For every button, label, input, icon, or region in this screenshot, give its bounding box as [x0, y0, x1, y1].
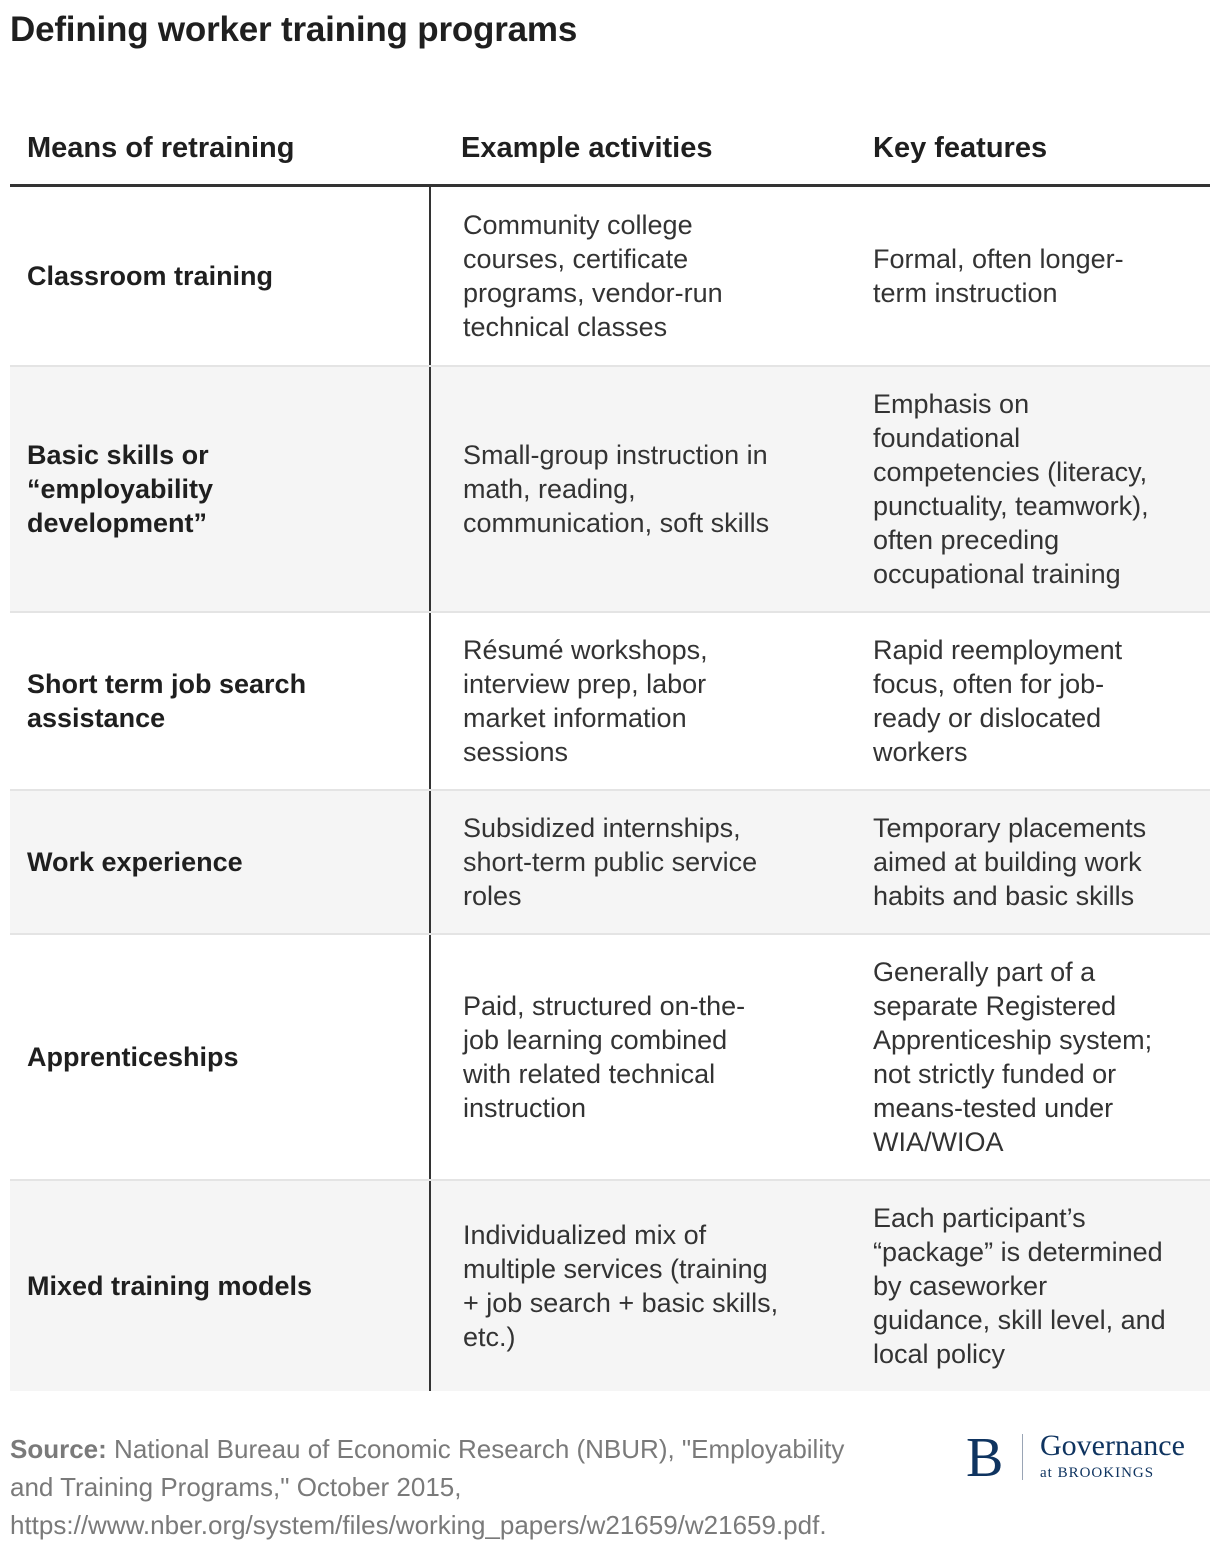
source-note	[10, 1430, 940, 1544]
cell-examples: Individualized mix of multiple services (training + job search + basic skills, etc.)	[463, 1220, 779, 1352]
table-row	[10, 1181, 1210, 1391]
cell-features: Emphasis on foundational competencies (literacy, punctuality, teamwork), often preceding occupational training	[873, 389, 1149, 589]
cell-means: Basic skills or “employability development”	[27, 440, 214, 538]
column-divider	[429, 187, 431, 365]
table-row	[10, 935, 1210, 1181]
logo-separator	[1022, 1434, 1023, 1480]
logo-subtitle: at BROOKINGS	[1040, 1465, 1155, 1481]
cell-features: Formal, often longer- term instruction	[873, 244, 1124, 308]
table-row	[10, 791, 1210, 935]
training-table	[10, 110, 1210, 1391]
cell-means: Classroom training	[27, 261, 274, 291]
table-header	[10, 110, 1210, 187]
table-row	[10, 367, 1210, 613]
cell-means: Apprenticeships	[27, 1042, 239, 1072]
column-divider	[429, 367, 431, 611]
cell-examples: Small-group instruction in math, reading, communication, soft skills	[463, 440, 770, 538]
cell-examples: Résumé workshops, interview prep, labor market information sessions	[463, 635, 708, 767]
cell-examples: Community college courses, certificate programs, vendor-run technical classes	[463, 210, 723, 342]
column-divider	[429, 935, 431, 1179]
cell-features: Generally part of a separate Registered Apprenticeship system; not strictly funded or means-tested under WIA/WIOA	[873, 957, 1153, 1157]
logo-name: Governance	[1040, 1429, 1185, 1462]
cell-examples: Paid, structured on-the- job learning combined with related technical instruction	[463, 991, 746, 1123]
cell-means: Mixed training models	[27, 1271, 313, 1301]
cell-means: Work experience	[27, 847, 243, 877]
cell-means: Short term job search assistance	[27, 669, 307, 733]
column-divider	[429, 613, 431, 789]
table-row	[10, 187, 1210, 367]
header-features: Key features	[873, 132, 1048, 164]
table-row	[10, 613, 1210, 791]
cell-features: Each participant’s “package” is determined by caseworker guidance, skill level, and local policy	[873, 1203, 1166, 1369]
column-divider	[429, 791, 431, 933]
header-examples: Example activities	[461, 132, 713, 164]
logo-mark: B	[966, 1427, 1004, 1489]
source-text: National Bureau of Economic Research (NBUR), "Employability and Training Programs," October 2015, https://www.nber.org/system/files/working_papers/w21659/w21659.pdf.	[10, 1434, 845, 1540]
cell-features: Temporary placements aimed at building work habits and basic skills	[873, 813, 1147, 911]
header-means: Means of retraining	[27, 132, 295, 164]
cell-features: Rapid reemployment focus, often for job- ready or dislocated workers	[873, 635, 1123, 767]
page-title: Defining worker training programs	[10, 10, 578, 49]
column-divider	[429, 1181, 431, 1391]
cell-examples: Subsidized internships, short-term public service roles	[463, 813, 758, 911]
brookings-logo	[966, 1427, 1210, 1489]
source-label: Source:	[10, 1434, 107, 1464]
